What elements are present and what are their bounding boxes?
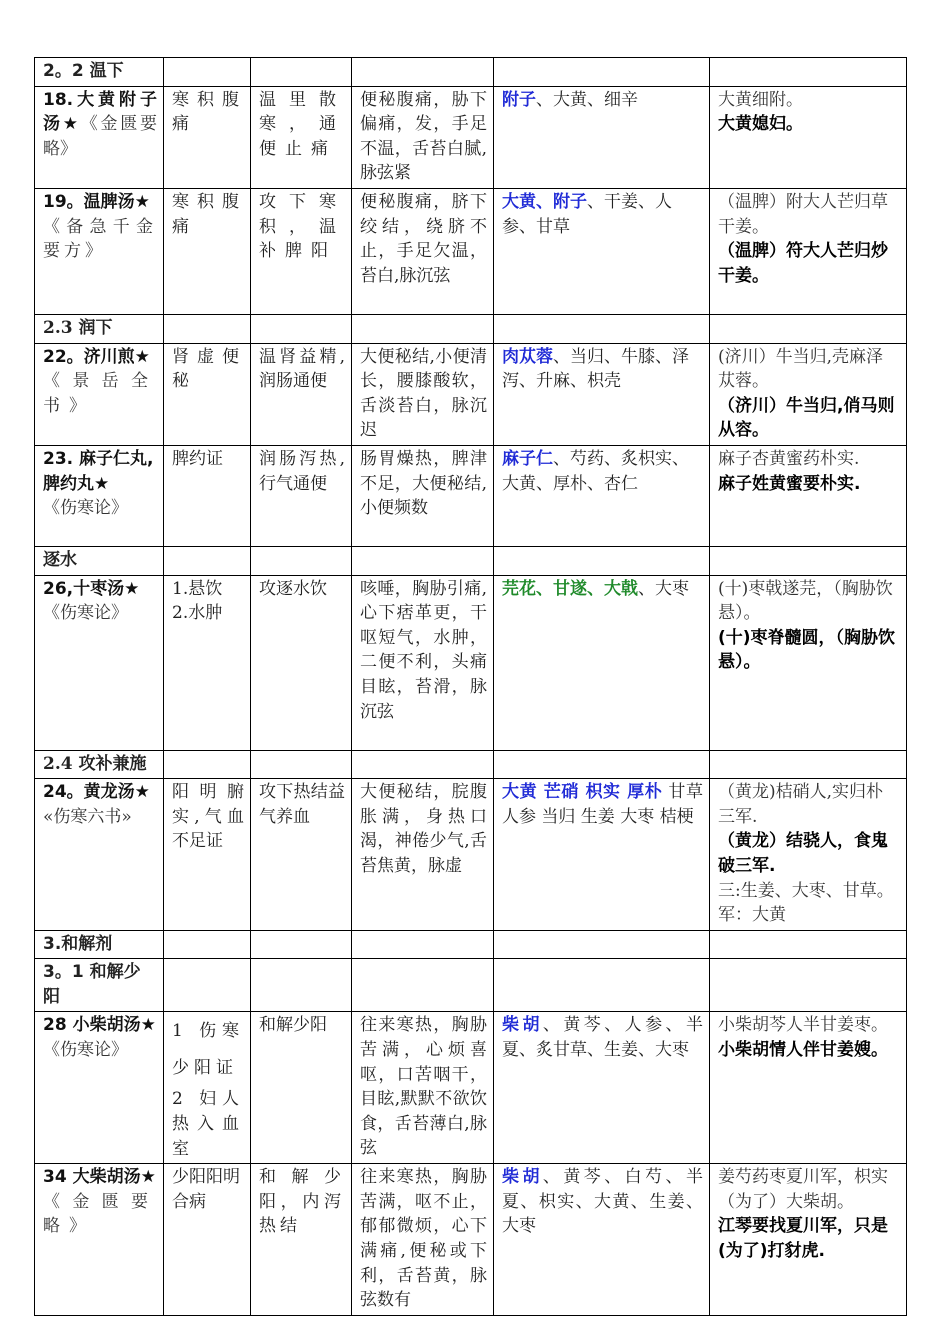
empty-cell — [710, 314, 907, 343]
mnemonic-cell — [710, 1164, 907, 1316]
mnemonic-bold: 江琴要找夏川军，只是(为了)打豺虎. — [718, 1216, 888, 1262]
main-herb: 芫花、甘遂、大戟 — [502, 578, 638, 599]
mnemonic-cell — [710, 86, 907, 188]
other-herbs: 、大黄、细辛 — [536, 89, 638, 110]
herbs-cell — [494, 1012, 710, 1164]
herbs-cell — [494, 343, 710, 445]
mnemonic: (济川）牛当归,壳麻泽苁蓉。 — [718, 346, 884, 392]
formula-name: 22。济川煎★ — [43, 346, 150, 367]
empty-cell — [352, 58, 494, 87]
mnemonic-cell — [710, 575, 907, 750]
empty-cell — [251, 930, 352, 959]
mnemonic-bold: (十)枣脊髓圆，（胸胁饮悬）。 — [718, 627, 896, 673]
section-row-hejie — [35, 930, 907, 959]
symptoms-cell: 肠胃燥热，脾津不足，大便秘结,小便频数 — [352, 445, 494, 546]
mnemonic-bold: （温脾）符大人芒归炒干姜。 — [718, 241, 888, 286]
symptoms-cell: 大便秘结,小便清长，腰膝酸软，舌淡苔白，脉沉迟 — [352, 343, 494, 445]
function-cell: 攻下热结益气养血 — [251, 779, 352, 931]
syndrome-1: 1.悬饮 — [172, 578, 223, 599]
section-heading: 2.3 润下 — [35, 314, 164, 343]
other-herbs: 、大枣 — [638, 578, 689, 599]
mnemonic: （黄龙)桔硝人,实归朴三军. — [718, 782, 884, 827]
empty-cell — [352, 750, 494, 779]
table-row — [35, 1012, 907, 1164]
formula-name-cell — [35, 575, 164, 750]
syndrome-cell: 寒积腹痛 — [164, 188, 251, 314]
empty-cell — [164, 314, 251, 343]
main-herb: 柴胡 — [502, 1167, 543, 1188]
table-row — [35, 575, 907, 750]
symptoms-cell: 大便秘结，脘腹胀满，身热口渴，神倦少气,舌苔焦黄，脉虚 — [352, 779, 494, 931]
section-heading: 逐水 — [35, 546, 164, 575]
main-herb: 大黄 芒硝 枳实 厚朴 — [502, 782, 663, 803]
mnemonic: 小柴胡芩人半甘姜枣。 — [718, 1015, 888, 1036]
main-herb: 肉苁蓉 — [502, 346, 553, 367]
formula-source: 《景岳全书》 — [43, 371, 157, 416]
table-row — [35, 343, 907, 445]
herbs-cell — [494, 188, 710, 314]
formula-alias: 脾约丸★ — [43, 473, 110, 494]
formula-name-cell — [35, 779, 164, 931]
table-row — [35, 779, 907, 931]
function-cell: 攻逐水饮 — [251, 575, 352, 750]
empty-cell — [494, 314, 710, 343]
other-herbs: 、黄芩、白芍、半夏、枳实、大黄、生姜、大枣 — [502, 1167, 704, 1237]
empty-cell — [710, 959, 907, 1012]
formula-source: «伤寒六书» — [43, 806, 132, 827]
formula-name: 34 大柴胡汤★ — [43, 1167, 156, 1188]
mnemonic-cell — [710, 188, 907, 314]
section-row-runxia — [35, 314, 907, 343]
mnemonic-bold: 小柴胡情人伴甘姜嫂。 — [718, 1040, 888, 1061]
main-herb: 大黄、附子 — [502, 191, 587, 212]
formula-source: 《伤寒论》 — [43, 498, 128, 519]
formula-source: 《金匮要略》 — [43, 114, 157, 159]
main-herb: 柴胡 — [502, 1015, 543, 1036]
formula-source: 《备急千金要方》 — [43, 216, 157, 262]
empty-cell — [352, 930, 494, 959]
table-row — [35, 445, 907, 546]
mnemonic: (十)枣戟遂芫，（胸胁饮悬）。 — [718, 578, 893, 624]
empty-cell — [494, 58, 710, 87]
symptoms-cell: 往来寒热，胸胁苦满，呕不止，郁郁微烦，心下满痛,便秘或下利，舌苔黄，脉弦数有 — [352, 1164, 494, 1316]
herbs-cell — [494, 445, 710, 546]
formula-name: 24。黄龙汤★ — [43, 782, 150, 803]
formula-name: 23. 麻子仁丸, — [43, 448, 154, 469]
mnemonic: （温脾）附大人芒归草干姜。 — [718, 191, 888, 237]
mnemonic-cell — [710, 1012, 907, 1164]
formula-source: 《伤寒论》 — [43, 603, 128, 624]
section-row-shaoyang — [35, 959, 907, 1012]
mnemonic-bold: 大黄媳妇。 — [718, 114, 803, 135]
symptoms-cell: 往来寒热，胸胁苦满，心烦喜呕，口苦咽干，目眩,默默不欲饮食，舌苔薄白,脉弦 — [352, 1012, 494, 1164]
herbs-cell — [494, 86, 710, 188]
empty-cell — [164, 959, 251, 1012]
empty-cell — [164, 58, 251, 87]
empty-cell — [251, 750, 352, 779]
empty-cell — [494, 930, 710, 959]
function-cell: 和解少阳 — [251, 1012, 352, 1164]
empty-cell — [494, 959, 710, 1012]
section-heading: 2。2 温下 — [35, 58, 164, 87]
formula-name-cell — [35, 445, 164, 546]
section-heading: 3。1 和解少阳 — [35, 959, 164, 1012]
formula-source: 《金匮要略》 — [43, 1191, 157, 1237]
other-herbs: 、当归、牛膝、泽泻、升麻、枳壳 — [502, 346, 689, 392]
syndrome-cell: 肾虚便秘 — [164, 343, 251, 445]
syndrome-cell: 阳明腑实,气血不足证 — [164, 779, 251, 931]
mnemonic: 麻子杏黄蜜药朴实. — [718, 448, 860, 469]
empty-cell — [251, 314, 352, 343]
syndrome-2: 2.水肿 — [172, 603, 223, 624]
section-heading: 2.4 攻补兼施 — [35, 750, 164, 779]
section-row-zhushui — [35, 546, 907, 575]
section-row-gongbu — [35, 750, 907, 779]
section-heading: 3.和解剂 — [35, 930, 164, 959]
other-herbs: 甘草 人参 当归 生姜 大枣 桔梗 — [502, 782, 703, 827]
mnemonic-note: 三:生姜、大枣、甘草。 军：大黄 — [718, 880, 894, 926]
symptoms-cell: 便秘腹痛，胁下偏痛，发，手足不温，舌苔白腻,脉弦紧 — [352, 86, 494, 188]
formula-name-cell — [35, 188, 164, 314]
formula-name-cell — [35, 1012, 164, 1164]
other-herbs: 、黄芩、人参、半夏、炙甘草、生姜、大枣 — [502, 1015, 704, 1061]
main-herb: 附子 — [502, 89, 536, 110]
empty-cell — [494, 750, 710, 779]
mnemonic-cell — [710, 445, 907, 546]
mnemonic-cell — [710, 779, 907, 931]
empty-cell — [164, 546, 251, 575]
empty-cell — [352, 314, 494, 343]
formula-name-cell — [35, 1164, 164, 1316]
syndrome-cell — [164, 575, 251, 750]
function-cell: 润肠泻热,行气通便 — [251, 445, 352, 546]
empty-cell — [352, 546, 494, 575]
formula-name: 26,十枣汤★ — [43, 578, 140, 599]
mnemonic-bold: （济川）牛当归,俏马则从容。 — [718, 395, 895, 441]
formula-name: 19。温脾汤★ — [43, 191, 150, 212]
table-row — [35, 86, 907, 188]
syndrome-cell: 脾约证 — [164, 445, 251, 546]
empty-cell — [710, 750, 907, 779]
empty-cell — [164, 930, 251, 959]
function-cell: 和解少阳，内泻热结 — [251, 1164, 352, 1316]
empty-cell — [494, 546, 710, 575]
herbs-cell — [494, 779, 710, 931]
syndrome-cell: 寒积腹痛 — [164, 86, 251, 188]
formula-name: 28 小柴胡汤★ — [43, 1015, 156, 1036]
mnemonic-bold: 麻子姓黄蜜要朴实. — [718, 473, 861, 494]
formula-name: 18.大黄附子汤★ — [43, 89, 157, 135]
empty-cell — [251, 58, 352, 87]
other-herbs: 、芍药、炙枳实、大黄、厚朴、杏仁 — [502, 448, 689, 494]
herbs-cell — [494, 575, 710, 750]
herbs-cell — [494, 1164, 710, 1316]
formula-source: 《伤寒论》 — [43, 1040, 128, 1061]
section-row-wenxia — [35, 58, 907, 87]
empty-cell — [251, 959, 352, 1012]
mnemonic-cell — [710, 343, 907, 445]
empty-cell — [710, 546, 907, 575]
table-row — [35, 1164, 907, 1316]
empty-cell — [352, 959, 494, 1012]
empty-cell — [251, 546, 352, 575]
main-herb: 麻子仁 — [502, 448, 553, 469]
syndrome-1: 1 伤寒少阳证 — [172, 1021, 244, 1079]
symptoms-cell: 咳唾，胸胁引痛,心下痞革更，干呕短气，水肿，二便不利，头痛目眩，苔滑，脉沉弦 — [352, 575, 494, 750]
function-cell: 攻下寒积，温补脾阳 — [251, 188, 352, 314]
empty-cell — [164, 750, 251, 779]
table-row — [35, 188, 907, 314]
formula-table — [34, 57, 907, 1316]
syndrome-2: 2 妇人热入血室 — [172, 1089, 244, 1159]
function-cell: 温肾益精,润肠通便 — [251, 343, 352, 445]
other-herbs: 、干姜、人参、甘草 — [502, 191, 672, 237]
formula-name-cell — [35, 86, 164, 188]
mnemonic: 姜芍药枣夏川军，枳实（为了）大柴胡。 — [718, 1167, 888, 1212]
formula-name-cell — [35, 343, 164, 445]
empty-cell — [710, 930, 907, 959]
syndrome-cell: 少阳阳明合病 — [164, 1164, 251, 1316]
function-cell: 温里散寒，通便止痛 — [251, 86, 352, 188]
syndrome-cell — [164, 1012, 251, 1164]
symptoms-cell: 便秘腹痛，脐下绞结，绕脐不止，手足欠温，苔白,脉沉弦 — [352, 188, 494, 314]
empty-cell — [710, 58, 907, 87]
mnemonic: 大黄细附。 — [718, 89, 803, 110]
mnemonic-bold: （黄龙）结骁人，食鬼破三军. — [718, 831, 888, 876]
